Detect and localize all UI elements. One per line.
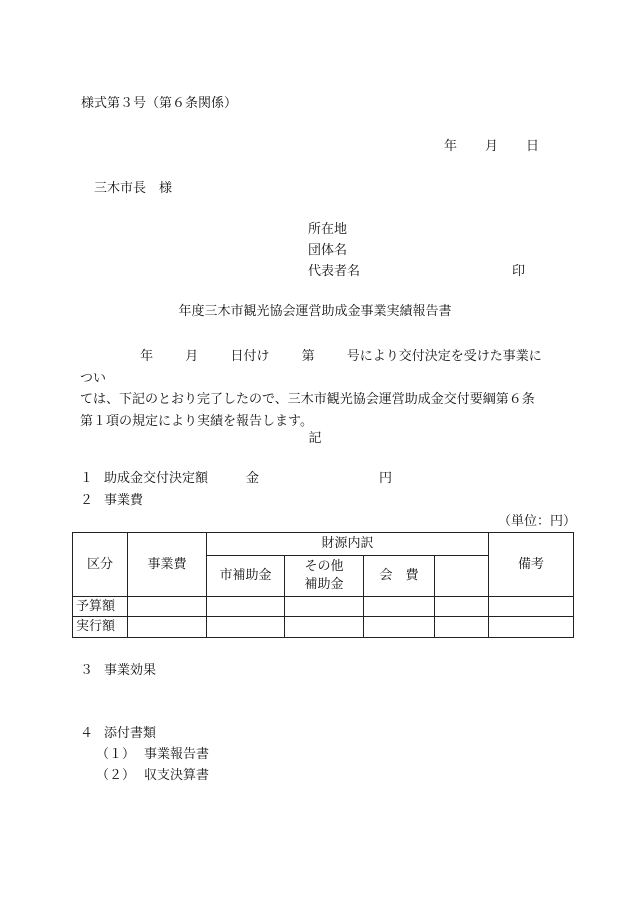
body-line-2: ては、下記のとおり完了したので、三木市観光協会運営助成金交付要綱第６条	[80, 392, 535, 407]
table-cell[interactable]	[128, 597, 207, 617]
attachment-1	[96, 748, 209, 761]
date-month: 月	[485, 139, 499, 154]
item-3	[80, 664, 156, 677]
header-remarks: 備考	[489, 533, 574, 597]
body-month: 月	[185, 349, 199, 364]
document-title: 年度三木市観光協会運営助成金事業実績報告書	[178, 304, 452, 319]
body-line-1-tail: 号により交付決定を受けた事業につい	[80, 349, 542, 386]
item-1-label: 助成金交付決定額	[104, 471, 209, 486]
group-label: 団体名	[308, 243, 348, 258]
item-1-yen: 円	[379, 471, 393, 486]
row-actual-label: 実行額	[73, 617, 128, 638]
table-cell[interactable]	[128, 617, 207, 638]
item-3-number: ３	[80, 663, 94, 678]
body-year: 年	[140, 349, 154, 364]
item-4	[80, 727, 156, 740]
addressee: 三木市長 様	[94, 181, 173, 196]
item-2-label: 事業費	[104, 493, 144, 508]
header-fee: 会 費	[364, 556, 435, 597]
representative-label: 代表者名	[308, 264, 361, 279]
row-budget-label: 予算額	[73, 597, 128, 617]
item-3-label: 事業効果	[104, 663, 157, 678]
table-cell[interactable]	[489, 617, 574, 638]
attachment-1-label: 事業報告書	[144, 747, 210, 762]
item-2	[80, 494, 143, 507]
table-cell[interactable]	[364, 617, 435, 638]
header-blank	[435, 556, 489, 597]
table-cell[interactable]	[207, 617, 285, 638]
sender-block	[308, 223, 360, 286]
header-cost: 事業費	[128, 533, 207, 597]
header-funding: 財源内訳	[207, 533, 489, 556]
table-cell[interactable]	[285, 597, 364, 617]
header-category: 区分	[73, 533, 128, 597]
body-number-prefix: 第	[301, 349, 315, 364]
unit-label: （単位：円）	[498, 514, 577, 529]
budget-table	[72, 532, 574, 638]
attachment-2-label: 収支決算書	[144, 768, 210, 783]
table-row	[73, 597, 574, 617]
form-number: 様式第３号（第６条関係）	[81, 96, 238, 111]
item-1-kin: 金	[246, 471, 260, 486]
table-cell[interactable]	[435, 597, 489, 617]
table-cell[interactable]	[285, 617, 364, 638]
date-line	[444, 140, 539, 153]
item-1	[80, 472, 392, 485]
table-cell[interactable]	[207, 597, 285, 617]
body-dated: 日付け	[230, 349, 270, 364]
table-cell[interactable]	[435, 617, 489, 638]
address-label: 所在地	[308, 222, 348, 237]
table-cell[interactable]	[364, 597, 435, 617]
seal-mark: 印	[512, 264, 526, 279]
body-line-3: 第１項の規定により実績を報告します。	[80, 413, 313, 429]
table-cell[interactable]	[489, 597, 574, 617]
ki-heading: 記	[308, 431, 322, 446]
item-1-number: １	[80, 471, 94, 486]
item-4-label: 添付書類	[104, 726, 157, 741]
header-city-subsidy: 市補助金	[207, 556, 285, 597]
item-4-number: ４	[80, 726, 94, 741]
item-2-number: ２	[80, 493, 94, 508]
body-line-1	[80, 346, 550, 389]
attachment-2	[96, 769, 209, 782]
body-text	[80, 346, 550, 432]
date-day: 日	[526, 139, 540, 154]
attachment-2-number: （２）	[96, 768, 136, 783]
attachment-1-number: （１）	[96, 747, 136, 762]
header-other-subsidy: その他 補助金	[285, 556, 364, 597]
table-row	[73, 617, 574, 638]
date-year: 年	[444, 139, 458, 154]
